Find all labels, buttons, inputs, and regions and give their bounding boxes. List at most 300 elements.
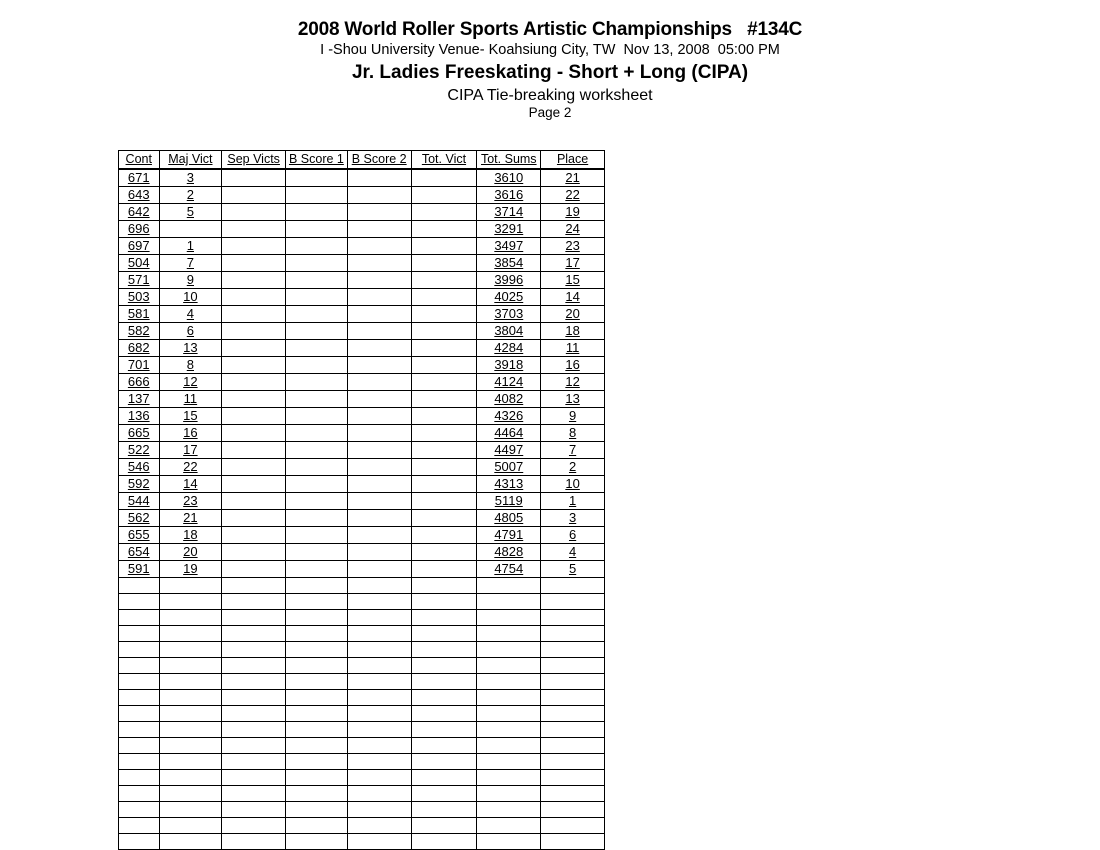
cell-blank-tot_vict (411, 578, 477, 594)
cell-blank-b_score1 (286, 674, 348, 690)
cell-value: 562 (127, 510, 150, 525)
cell-maj_vict (159, 391, 222, 408)
table-row (119, 289, 605, 306)
cell-value: 3703 (494, 306, 524, 321)
cell-blank-tot_sums (477, 642, 541, 658)
cell-blank-b_score2 (347, 626, 411, 642)
cell-blank-place (541, 786, 605, 802)
cell-maj_vict (159, 255, 222, 272)
cell-value: 701 (127, 357, 150, 372)
cell-cont (119, 289, 160, 306)
cell-b_score1 (286, 459, 348, 476)
cell-b_score2 (347, 544, 411, 561)
cell-blank-maj_vict (159, 770, 222, 786)
cell-value: 3804 (494, 323, 524, 338)
cell-value: 6 (568, 527, 577, 542)
cell-blank-b_score1 (286, 578, 348, 594)
table-row (119, 391, 605, 408)
cell-value: 5 (568, 561, 577, 576)
cell-place (541, 442, 605, 459)
cell-value: 22 (565, 187, 580, 202)
cell-sep_victs (222, 289, 286, 306)
cell-cont (119, 340, 160, 357)
table-row (119, 272, 605, 289)
cell-sep_victs (222, 561, 286, 578)
column-header-label: B Score 1 (288, 152, 344, 166)
cell-blank-tot_vict (411, 642, 477, 658)
cell-value: 4464 (494, 425, 524, 440)
cell-value: 8 (186, 357, 194, 372)
cell-value: 20 (565, 306, 580, 321)
cell-value: 1 (186, 238, 194, 253)
cell-tot_vict (411, 306, 477, 323)
table-row (119, 476, 605, 493)
cell-blank-place (541, 674, 605, 690)
table-row-blank (119, 754, 605, 770)
cell-value: 8 (568, 425, 577, 440)
cell-value: 16 (183, 425, 198, 440)
cell-sep_victs (222, 238, 286, 255)
cell-b_score2 (347, 391, 411, 408)
cell-blank-b_score2 (347, 642, 411, 658)
cell-b_score1 (286, 510, 348, 527)
cell-value: 582 (127, 323, 150, 338)
cell-b_score1 (286, 306, 348, 323)
cell-maj_vict (159, 340, 222, 357)
cell-blank-b_score1 (286, 786, 348, 802)
table-row (119, 221, 605, 238)
cell-value: 7 (568, 442, 577, 457)
cell-blank-cont (119, 722, 160, 738)
cell-blank-b_score1 (286, 642, 348, 658)
cell-value: 4754 (494, 561, 524, 576)
cell-tot_sums (477, 238, 541, 255)
cell-sep_victs (222, 374, 286, 391)
cell-value: 581 (127, 306, 150, 321)
cell-blank-cont (119, 706, 160, 722)
cell-tot_vict (411, 357, 477, 374)
cell-blank-maj_vict (159, 754, 222, 770)
cell-blank-place (541, 818, 605, 834)
cell-blank-b_score1 (286, 594, 348, 610)
cell-blank-tot_sums (477, 770, 541, 786)
cell-blank-sep_victs (222, 770, 286, 786)
cell-maj_vict (159, 510, 222, 527)
cell-tot_sums (477, 340, 541, 357)
cell-b_score1 (286, 255, 348, 272)
table-row (119, 459, 605, 476)
cell-tot_sums (477, 391, 541, 408)
cell-tot_sums (477, 425, 541, 442)
cell-blank-tot_sums (477, 818, 541, 834)
table-row (119, 374, 605, 391)
cell-value: 11 (565, 340, 580, 355)
cell-tot_vict (411, 527, 477, 544)
cell-b_score1 (286, 289, 348, 306)
table-row-blank (119, 738, 605, 754)
column-header-label: Cont (125, 152, 152, 166)
cell-blank-tot_vict (411, 658, 477, 674)
cell-sep_victs (222, 476, 286, 493)
cell-blank-b_score1 (286, 754, 348, 770)
event-title: Jr. Ladies Freeskating - Short + Long (CIPA) (351, 62, 749, 83)
cell-blank-b_score2 (347, 610, 411, 626)
cell-place (541, 544, 605, 561)
cell-place (541, 255, 605, 272)
cell-maj_vict (159, 357, 222, 374)
cell-value: 546 (127, 459, 150, 474)
cell-blank-b_score2 (347, 802, 411, 818)
cell-value: 13 (565, 391, 580, 406)
cell-blank-cont (119, 690, 160, 706)
cell-blank-maj_vict (159, 802, 222, 818)
cell-maj_vict (159, 476, 222, 493)
cell-maj_vict (159, 204, 222, 221)
cell-value: 14 (183, 476, 198, 491)
cell-value: 10 (183, 289, 198, 304)
cell-place (541, 323, 605, 340)
cell-b_score2 (347, 459, 411, 476)
cell-b_score2 (347, 561, 411, 578)
table-row-blank (119, 674, 605, 690)
cell-blank-place (541, 770, 605, 786)
cell-blank-tot_vict (411, 802, 477, 818)
cell-blank-sep_victs (222, 754, 286, 770)
cell-b_score2 (347, 289, 411, 306)
cell-maj_vict (159, 561, 222, 578)
cell-blank-sep_victs (222, 722, 286, 738)
cell-blank-sep_victs (222, 818, 286, 834)
table-row (119, 561, 605, 578)
cell-tot_sums (477, 289, 541, 306)
cell-cont (119, 187, 160, 204)
cell-tot_sums (477, 272, 541, 289)
cell-sep_victs (222, 493, 286, 510)
cell-cont (119, 238, 160, 255)
cell-blank-maj_vict (159, 738, 222, 754)
page-number-label: Page 2 (528, 105, 572, 120)
cell-value: 4497 (494, 442, 524, 457)
cell-tot_vict (411, 289, 477, 306)
column-header-place (541, 151, 605, 170)
cell-blank-tot_vict (411, 610, 477, 626)
cell-value: 14 (565, 289, 580, 304)
cell-blank-tot_vict (411, 786, 477, 802)
cell-value: 15 (565, 272, 580, 287)
cell-value: 671 (127, 170, 150, 185)
cell-blank-tot_sums (477, 658, 541, 674)
cell-tot_sums (477, 442, 541, 459)
cell-value: 544 (127, 493, 150, 508)
cell-maj_vict (159, 238, 222, 255)
cell-value: 9 (186, 272, 194, 287)
cell-value: 504 (127, 255, 150, 270)
cell-tot_sums (477, 255, 541, 272)
table-row-blank (119, 690, 605, 706)
cell-b_score2 (347, 323, 411, 340)
cell-value: 17 (183, 442, 198, 457)
cell-value: 3996 (494, 272, 524, 287)
cell-blank-sep_victs (222, 578, 286, 594)
cell-tot_sums (477, 476, 541, 493)
cell-blank-b_score1 (286, 834, 348, 850)
table-row-blank (119, 818, 605, 834)
cell-blank-cont (119, 642, 160, 658)
worksheet-grid-container (118, 150, 606, 850)
cell-blank-b_score1 (286, 770, 348, 786)
cell-tot_vict (411, 323, 477, 340)
cell-cont (119, 221, 160, 238)
table-row (119, 357, 605, 374)
cell-b_score1 (286, 187, 348, 204)
cell-value: 136 (127, 408, 150, 423)
table-row-blank (119, 802, 605, 818)
cell-blank-maj_vict (159, 674, 222, 690)
cell-blank-tot_sums (477, 786, 541, 802)
cell-place (541, 169, 605, 187)
table-row (119, 340, 605, 357)
cell-tot_sums (477, 169, 541, 187)
cell-blank-b_score1 (286, 738, 348, 754)
cell-value: 12 (565, 374, 580, 389)
cell-tot_sums (477, 459, 541, 476)
cell-blank-tot_vict (411, 834, 477, 850)
cell-b_score2 (347, 408, 411, 425)
cell-blank-tot_vict (411, 706, 477, 722)
cell-blank-maj_vict (159, 610, 222, 626)
table-row-blank (119, 706, 605, 722)
cell-b_score2 (347, 510, 411, 527)
cell-cont (119, 527, 160, 544)
table-row-blank (119, 770, 605, 786)
cell-blank-tot_sums (477, 674, 541, 690)
cell-blank-maj_vict (159, 818, 222, 834)
cell-blank-b_score2 (347, 722, 411, 738)
cell-blank-place (541, 578, 605, 594)
cell-place (541, 493, 605, 510)
cell-cont (119, 476, 160, 493)
cell-b_score1 (286, 442, 348, 459)
cell-value: 18 (565, 323, 580, 338)
cell-blank-sep_victs (222, 626, 286, 642)
table-row (119, 169, 605, 187)
cell-blank-b_score2 (347, 786, 411, 802)
cell-value: 5 (186, 204, 194, 219)
cell-blank-tot_sums (477, 834, 541, 850)
cell-tot_vict (411, 442, 477, 459)
cell-cont (119, 255, 160, 272)
cell-b_score1 (286, 527, 348, 544)
cell-cont (119, 544, 160, 561)
cell-blank-tot_vict (411, 818, 477, 834)
cell-value: 21 (183, 510, 198, 525)
cell-blank-sep_victs (222, 594, 286, 610)
cell-blank-b_score1 (286, 722, 348, 738)
cell-cont (119, 204, 160, 221)
cell-value: 11 (183, 391, 198, 406)
cell-blank-maj_vict (159, 706, 222, 722)
column-header-sep_victs (222, 151, 286, 170)
cell-cont (119, 408, 160, 425)
cell-blank-b_score1 (286, 610, 348, 626)
cell-blank-cont (119, 610, 160, 626)
cell-blank-b_score1 (286, 658, 348, 674)
cell-value: 137 (127, 391, 150, 406)
cell-value: 4791 (494, 527, 524, 542)
cell-tot_sums (477, 306, 541, 323)
cell-cont (119, 169, 160, 187)
cell-tot_sums (477, 493, 541, 510)
cell-blank-place (541, 738, 605, 754)
cell-place (541, 391, 605, 408)
table-row (119, 544, 605, 561)
cell-blank-place (541, 626, 605, 642)
cell-sep_victs (222, 425, 286, 442)
cell-sep_victs (222, 408, 286, 425)
cell-value: 655 (127, 527, 150, 542)
cell-b_score2 (347, 238, 411, 255)
cell-maj_vict (159, 493, 222, 510)
column-header-label: Maj Vict (168, 152, 213, 166)
cell-blank-sep_victs (222, 610, 286, 626)
cell-blank-tot_sums (477, 738, 541, 754)
cell-blank-sep_victs (222, 642, 286, 658)
cell-sep_victs (222, 544, 286, 561)
cell-tot_vict (411, 391, 477, 408)
cell-tot_vict (411, 408, 477, 425)
cell-blank-cont (119, 658, 160, 674)
table-row (119, 408, 605, 425)
cell-cont (119, 510, 160, 527)
column-header-label: B Score 2 (351, 152, 407, 166)
column-header-maj_vict (159, 151, 222, 170)
cell-blank-tot_vict (411, 722, 477, 738)
cell-value: 22 (183, 459, 198, 474)
cell-b_score1 (286, 323, 348, 340)
cell-blank-maj_vict (159, 834, 222, 850)
cell-value: 3714 (494, 204, 524, 219)
cell-value: 19 (183, 561, 198, 576)
cell-value: 696 (127, 221, 150, 236)
cell-sep_victs (222, 442, 286, 459)
cell-blank-maj_vict (159, 658, 222, 674)
cell-value: 666 (127, 374, 150, 389)
column-header-b_score2 (347, 151, 411, 170)
column-header-label: Place (556, 152, 589, 166)
cell-tot_vict (411, 238, 477, 255)
cell-value: 4124 (494, 374, 524, 389)
cell-blank-tot_sums (477, 610, 541, 626)
cell-value: 3 (186, 170, 194, 185)
cell-tot_vict (411, 544, 477, 561)
cell-b_score2 (347, 442, 411, 459)
cell-maj_vict (159, 527, 222, 544)
cell-blank-b_score2 (347, 690, 411, 706)
cell-place (541, 459, 605, 476)
cell-blank-sep_victs (222, 786, 286, 802)
cell-blank-b_score2 (347, 594, 411, 610)
cell-value: 20 (183, 544, 198, 559)
column-header-label: Tot. Sums (480, 152, 537, 166)
cell-b_score1 (286, 221, 348, 238)
cell-value: 654 (127, 544, 150, 559)
cell-blank-sep_victs (222, 658, 286, 674)
cell-place (541, 561, 605, 578)
column-header-b_score1 (286, 151, 348, 170)
cell-value: 697 (127, 238, 150, 253)
cell-place (541, 510, 605, 527)
cell-b_score2 (347, 357, 411, 374)
cell-place (541, 187, 605, 204)
cell-blank-b_score2 (347, 706, 411, 722)
cell-b_score1 (286, 238, 348, 255)
cell-blank-maj_vict (159, 626, 222, 642)
cell-maj_vict (159, 374, 222, 391)
cell-maj_vict (159, 187, 222, 204)
cell-value: 643 (127, 187, 150, 202)
cell-value: 503 (127, 289, 150, 304)
cell-blank-tot_vict (411, 738, 477, 754)
cell-blank-b_score2 (347, 674, 411, 690)
cell-b_score1 (286, 357, 348, 374)
cell-value: 3918 (494, 357, 524, 372)
cell-blank-maj_vict (159, 642, 222, 658)
cell-value: 1 (568, 493, 577, 508)
cell-tot_sums (477, 408, 541, 425)
cell-b_score1 (286, 476, 348, 493)
cell-value: 9 (568, 408, 577, 423)
cell-b_score1 (286, 169, 348, 187)
cell-value: 16 (565, 357, 580, 372)
table-row (119, 527, 605, 544)
cell-blank-b_score2 (347, 658, 411, 674)
cell-b_score2 (347, 493, 411, 510)
cell-tot_vict (411, 476, 477, 493)
cell-blank-sep_victs (222, 834, 286, 850)
cell-value: 4082 (494, 391, 524, 406)
cell-blank-place (541, 690, 605, 706)
table-row (119, 323, 605, 340)
cell-value: 6 (186, 323, 194, 338)
cell-value: 665 (127, 425, 150, 440)
cell-value: 7 (186, 255, 194, 270)
cell-value: 19 (565, 204, 580, 219)
cell-place (541, 221, 605, 238)
cell-maj_vict (159, 306, 222, 323)
cell-maj_vict (159, 408, 222, 425)
cell-tot_vict (411, 493, 477, 510)
cell-maj_vict (159, 289, 222, 306)
cell-blank-cont (119, 770, 160, 786)
table-row (119, 493, 605, 510)
cell-blank-tot_vict (411, 594, 477, 610)
cell-blank-b_score1 (286, 802, 348, 818)
cell-sep_victs (222, 204, 286, 221)
table-row (119, 187, 605, 204)
cell-b_score2 (347, 306, 411, 323)
table-body (119, 169, 605, 850)
cell-value: 23 (565, 238, 580, 253)
cell-value: 5119 (494, 493, 523, 508)
cell-blank-b_score2 (347, 834, 411, 850)
venue-subtitle: I -Shou University Venue- Koahsiung City, TW Nov 13, 2008 05:00 PM (320, 42, 780, 58)
cell-sep_victs (222, 527, 286, 544)
table-row (119, 442, 605, 459)
cell-blank-b_score1 (286, 706, 348, 722)
cell-maj_vict (159, 221, 222, 238)
cell-value: 3497 (494, 238, 524, 253)
cell-blank-cont (119, 802, 160, 818)
